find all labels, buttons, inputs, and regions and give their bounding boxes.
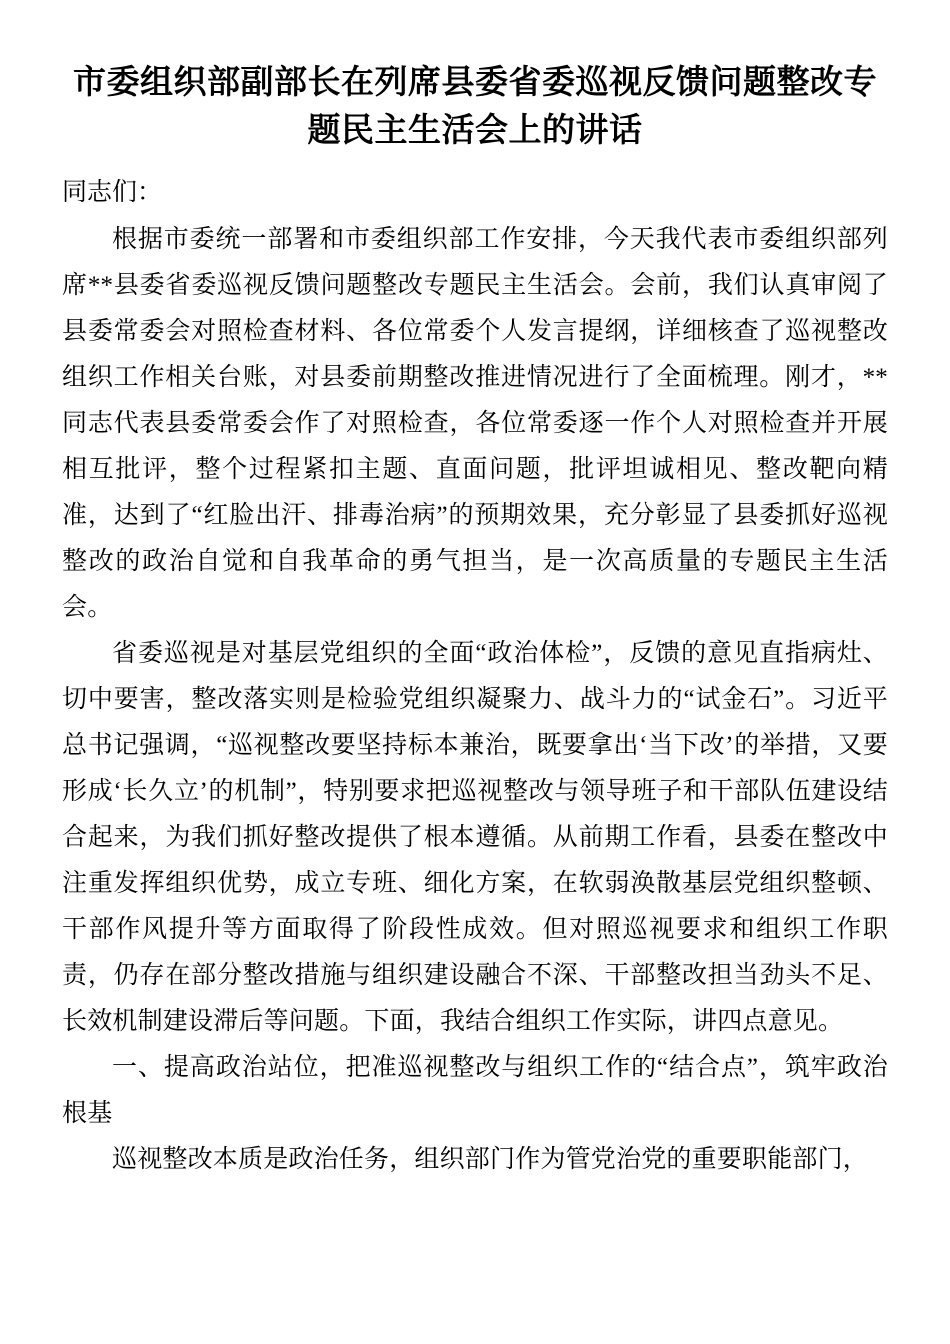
- body-paragraph-1: 根据市委统一部署和市委组织部工作安排，今天我代表市委组织部列席**县委省委巡视反馈问题整改专题民主生活会。会前，我们认真审阅了县委常委会对照检查材料、各位常委个人发言提纲，详细核查了巡视整改组织工作相关台账，对县委前期整改推进情况进行了全面梳理。刚才，**同志代表县委常委会作了对照检查，各位常委逐一作个人对照检查并开展相互批评，整个过程紧扣主题、直面问题，批评坦诚相见、整改靶向精准，达到了“红脸出汗、排毒治病”的预期效果，充分彰显了县委抓好巡视整改的政治自觉和自我革命的勇气担当，是一次高质量的专题民主生活会。: [62, 226, 888, 621]
- page-title: 市委组织部副部长在列席县委省委巡视反馈问题整改专题民主生活会上的讲话: [73, 63, 877, 148]
- salutation: 同志们：: [62, 179, 163, 206]
- body-paragraph-2: 省委巡视是对基层党组织的全面“政治体检”，反馈的意见直指病灶、切中要害，整改落实则是检验党组织凝聚力、战斗力的“试金石”。习近平总书记强调，“巡视整改要坚持标本兼治，既要拿出‘当下改’的举措，又要形成‘长久立’的机制”，特别要求把巡视整改与领导班子和干部队伍建设结合起来，为我们抓好整改提供了根本遵循。从前期工作看，县委在整改中注重发挥组织优势，成立专班、细化方案，在软弱涣散基层党组织整顿、干部作风提升等方面取得了阶段性成效。但对照巡视要求和组织工作职责，仍存在部分整改措施与组织建设融合不深、干部整改担当劲头不足、长效机制建设滞后等问题。下面，我结合组织工作实际，讲四点意见。: [62, 640, 888, 1035]
- body-paragraph-3: 巡视整改本质是政治任务，组织部门作为管党治党的重要职能部门，: [112, 1146, 869, 1173]
- section-heading-1: 一、提高政治站位，把准巡视整改与组织工作的“结合点”，筑牢政治根基: [62, 1054, 888, 1127]
